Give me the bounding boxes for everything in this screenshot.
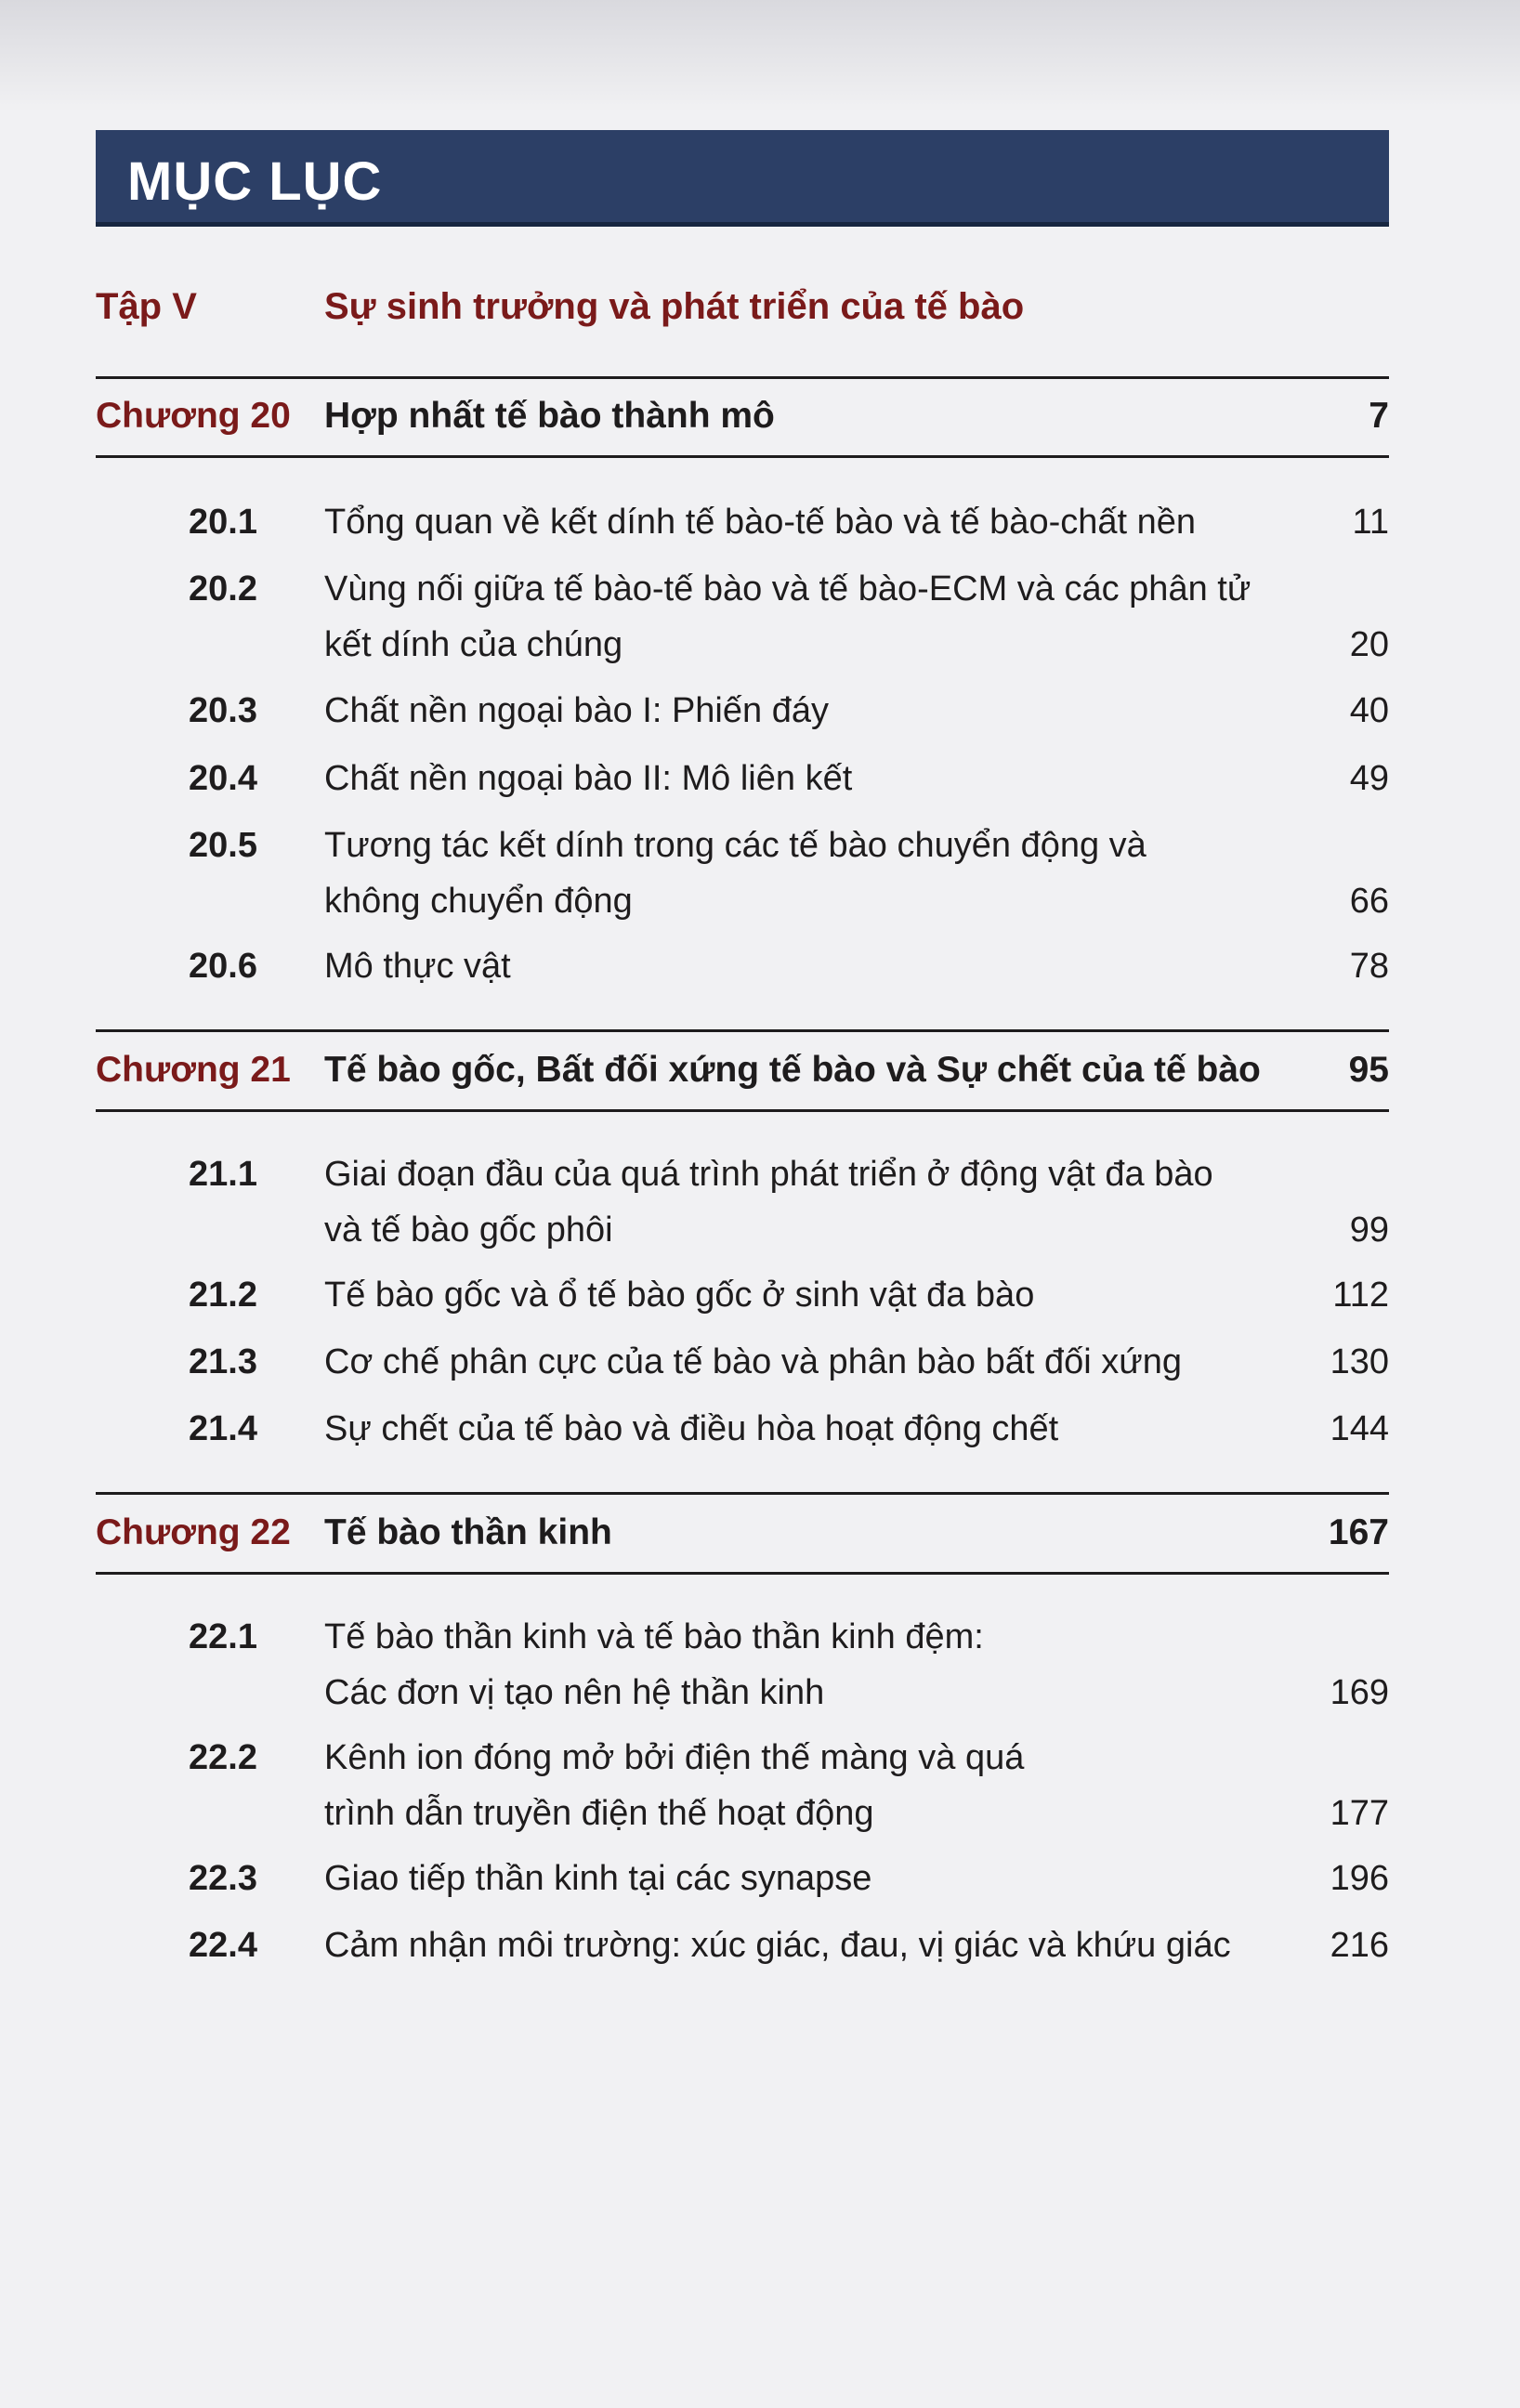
toc-entry[interactable] bbox=[96, 494, 1389, 550]
volume-heading bbox=[96, 279, 1389, 344]
section-number: 21.1 bbox=[189, 1155, 257, 1194]
toc-entry[interactable] bbox=[96, 1609, 1389, 1721]
page-title: MỤC LỤC bbox=[127, 151, 383, 212]
section-title: Vùng nối giữa tế bào-tế bào và tế bào-ECM và các phân tử kết dính của chúng bbox=[324, 569, 1251, 664]
chapter-divider bbox=[96, 1029, 1389, 1032]
chapter-heading[interactable] bbox=[96, 383, 1389, 457]
section-page-number: 49 bbox=[1349, 759, 1389, 798]
section-title: Mô thực vật bbox=[324, 947, 511, 986]
section-number: 20.4 bbox=[189, 759, 257, 798]
toc-entry[interactable] bbox=[96, 751, 1389, 806]
chapter-number: Chương 20 bbox=[96, 396, 291, 436]
section-page-number: 99 bbox=[1349, 1211, 1389, 1250]
toc-entry[interactable] bbox=[96, 1401, 1389, 1457]
section-title: Chất nền ngoại bào II: Mô liên kết bbox=[324, 759, 853, 798]
chapter-divider bbox=[96, 455, 1389, 458]
section-title: Tương tác kết dính trong các tế bào chuyển động và không chuyển động bbox=[324, 826, 1147, 921]
chapter-title: Tế bào gốc, Bất đối xứng tế bào và Sự chết của tế bào bbox=[324, 1050, 1261, 1090]
toc-title-banner bbox=[96, 130, 1389, 227]
page-edge-shadow bbox=[0, 0, 1520, 111]
volume-title: Sự sinh trưởng và phát triển của tế bào bbox=[324, 286, 1025, 327]
section-number: 22.2 bbox=[189, 1738, 257, 1777]
section-page-number: 78 bbox=[1349, 947, 1389, 986]
section-page-number: 20 bbox=[1349, 625, 1389, 664]
section-number: 22.1 bbox=[189, 1617, 257, 1656]
section-page-number: 130 bbox=[1330, 1342, 1389, 1381]
section-number: 22.3 bbox=[189, 1859, 257, 1898]
volume-label: Tập V bbox=[96, 286, 197, 327]
section-page-number: 11 bbox=[1352, 503, 1389, 542]
section-number: 22.4 bbox=[189, 1926, 257, 1965]
section-title: Tế bào gốc và ổ tế bào gốc ở sinh vật đa bào bbox=[324, 1276, 1035, 1315]
section-number: 20.5 bbox=[189, 826, 257, 865]
toc-entry[interactable] bbox=[96, 683, 1389, 739]
section-number: 21.3 bbox=[189, 1342, 257, 1381]
section-page-number: 112 bbox=[1332, 1276, 1389, 1315]
toc-entry[interactable] bbox=[96, 1267, 1389, 1323]
toc-entry[interactable] bbox=[96, 1334, 1389, 1390]
chapter-heading[interactable] bbox=[96, 1499, 1389, 1574]
section-number: 20.2 bbox=[189, 569, 257, 609]
chapter-heading[interactable] bbox=[96, 1037, 1389, 1111]
section-number: 20.1 bbox=[189, 503, 257, 542]
toc-entry[interactable] bbox=[96, 561, 1389, 673]
section-page-number: 196 bbox=[1330, 1859, 1389, 1898]
toc-entry[interactable] bbox=[96, 1851, 1389, 1906]
chapter-page-number: 167 bbox=[1328, 1512, 1389, 1552]
chapter-divider bbox=[96, 376, 1389, 379]
toc-entry[interactable] bbox=[96, 1917, 1389, 1973]
toc-entry[interactable] bbox=[96, 1730, 1389, 1841]
section-page-number: 144 bbox=[1330, 1409, 1389, 1448]
toc-entry[interactable] bbox=[96, 938, 1389, 994]
section-number: 20.6 bbox=[189, 947, 257, 986]
section-title: Tổng quan về kết dính tế bào-tế bào và tế bào-chất nền bbox=[324, 503, 1197, 542]
section-title: Giai đoạn đầu của quá trình phát triển ở động vật đa bào và tế bào gốc phôi bbox=[324, 1155, 1213, 1250]
chapter-title: Hợp nhất tế bào thành mô bbox=[324, 396, 775, 436]
section-page-number: 177 bbox=[1330, 1794, 1389, 1833]
section-page-number: 66 bbox=[1349, 882, 1389, 921]
section-number: 21.4 bbox=[189, 1409, 257, 1448]
toc-entry[interactable] bbox=[96, 818, 1389, 929]
chapter-page-number: 7 bbox=[1369, 396, 1389, 436]
section-title: Chất nền ngoại bào I: Phiến đáy bbox=[324, 691, 829, 730]
section-number: 21.2 bbox=[189, 1276, 257, 1315]
section-number: 20.3 bbox=[189, 691, 257, 730]
chapter-number: Chương 22 bbox=[96, 1512, 291, 1552]
section-page-number: 216 bbox=[1330, 1926, 1389, 1965]
section-title: Cảm nhận môi trường: xúc giác, đau, vị giác và khứu giác bbox=[324, 1926, 1231, 1965]
section-page-number: 40 bbox=[1349, 691, 1389, 730]
chapter-title: Tế bào thần kinh bbox=[324, 1512, 612, 1552]
section-title: Kênh ion đóng mở bởi điện thế màng và quá trình dẫn truyền điện thế hoạt động bbox=[324, 1738, 1025, 1833]
section-title: Cơ chế phân cực của tế bào và phân bào bất đối xứng bbox=[324, 1342, 1182, 1381]
chapter-divider bbox=[96, 1109, 1389, 1112]
toc-entry[interactable] bbox=[96, 1146, 1389, 1258]
chapter-number: Chương 21 bbox=[96, 1050, 291, 1090]
section-page-number: 169 bbox=[1330, 1673, 1389, 1712]
section-title: Tế bào thần kinh và tế bào thần kinh đệm: Các đơn vị tạo nên hệ thần kinh bbox=[324, 1617, 984, 1712]
chapter-page-number: 95 bbox=[1348, 1050, 1389, 1090]
chapter-divider bbox=[96, 1492, 1389, 1495]
chapter-divider bbox=[96, 1572, 1389, 1575]
section-title: Giao tiếp thần kinh tại các synapse bbox=[324, 1859, 872, 1898]
section-title: Sự chết của tế bào và điều hòa hoạt động chết bbox=[324, 1409, 1059, 1448]
